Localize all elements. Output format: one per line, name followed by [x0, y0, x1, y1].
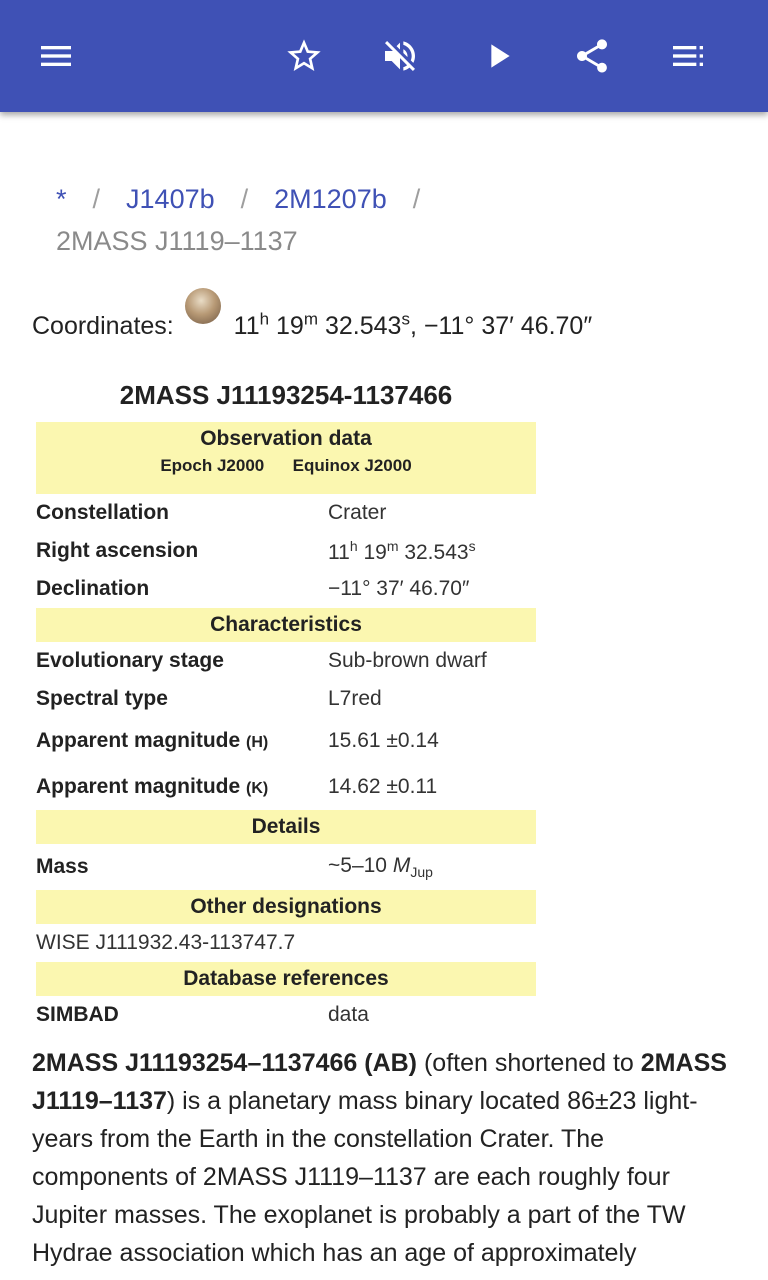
designation: WISE J111932.43-113747.7: [36, 931, 296, 954]
share-icon: [572, 36, 612, 76]
breadcrumb-item-j1407b[interactable]: J1407b: [126, 184, 215, 214]
constellation-value[interactable]: Crater: [328, 501, 387, 524]
evolutionary-stage-value[interactable]: Sub-brown dwarf: [328, 649, 487, 672]
coord-ra-h: 11: [233, 312, 260, 340]
magnitude-k-value: 14.62 ±0.11: [328, 775, 438, 798]
designations-header: Other designations: [36, 890, 536, 924]
menu-icon: [36, 36, 76, 76]
magnitude-h-value: 15.61 ±0.14: [328, 729, 439, 752]
simbad-label[interactable]: SIMBAD: [36, 1003, 119, 1026]
article-text-2: ) is a planetary mass binary located 86±23 light-years from the Earth in the constellation Crater. The components of 2MASS J1119–1137 are each roughly four Jupiter masses. The exoplanet is probably a part of the TW Hydrae association which has an age of approximately: [32, 1087, 698, 1267]
coord-dec: , −11° 37′ 46.70″: [409, 312, 593, 340]
ra-minutes: 19: [357, 540, 387, 564]
mass-unit-sub: Jup: [410, 864, 433, 881]
spectral-type-label[interactable]: Spectral type: [36, 687, 168, 710]
play-button[interactable]: [470, 28, 526, 84]
ra-minutes-unit: m: [386, 537, 399, 554]
ra-seconds: 32.543: [398, 540, 469, 564]
play-icon: [478, 36, 518, 76]
dec-value: −11° 37′ 46.70″: [328, 577, 470, 600]
volume-off-icon: [380, 36, 420, 76]
characteristics-header: Characteristics: [36, 608, 536, 642]
mute-button[interactable]: [372, 28, 428, 84]
breadcrumb-separator: /: [412, 184, 421, 214]
jupiter-mass-unit[interactable]: [392, 853, 433, 881]
magnitude-k-label-cell: [36, 764, 328, 810]
article-short-name: 2MASS J1119–1137: [32, 1049, 727, 1115]
planet-icon[interactable]: [185, 288, 221, 324]
article-text-1: (often shortened to: [417, 1049, 641, 1077]
breadcrumb-separator: /: [240, 184, 249, 214]
mass-value: ~5–10: [328, 853, 393, 877]
coord-ra-m-unit: m: [303, 309, 319, 329]
dec-label[interactable]: Declination: [36, 577, 150, 600]
coord-ra-s: 32.543: [318, 312, 402, 340]
simbad-link[interactable]: data: [328, 1003, 369, 1026]
coordinates: [32, 300, 592, 341]
article-subject-name: 2MASS J11193254–1137466 (AB): [32, 1049, 418, 1077]
epoch[interactable]: Epoch J2000: [160, 456, 265, 475]
app-toolbar: [0, 0, 768, 112]
epoch-equinox: [36, 456, 536, 494]
mass-unit: M: [392, 853, 411, 877]
magnitude-h-label-cell: [36, 718, 328, 764]
ra-hours: 11: [328, 540, 350, 564]
magnitude-h-label[interactable]: Apparent magnitude: [36, 729, 241, 752]
infobox: [36, 422, 536, 1034]
star-icon: [284, 36, 324, 76]
spectral-type-value: L7red: [328, 687, 382, 710]
playlist-icon: [668, 36, 708, 76]
bookmark-button[interactable]: [276, 28, 332, 84]
evolutionary-stage-label[interactable]: Evolutionary stage: [36, 649, 224, 672]
ra-hours-unit: h: [349, 537, 358, 554]
breadcrumb-item-home[interactable]: *: [56, 184, 67, 214]
magnitude-k-label[interactable]: Apparent magnitude: [36, 775, 241, 798]
menu-button[interactable]: [28, 28, 84, 84]
magnitude-k-band[interactable]: (K): [246, 780, 269, 797]
contents-button[interactable]: [660, 28, 716, 84]
infobox-title: 2MASS J11193254-1137466: [119, 380, 453, 410]
database-references-header: Database references: [36, 962, 536, 996]
coord-ra-h-unit: h: [259, 309, 270, 329]
ra-seconds-unit: s: [468, 537, 476, 554]
constellation-label: Constellation: [36, 501, 170, 524]
article-body: [32, 1044, 732, 1272]
ra-value: [328, 532, 536, 570]
share-button[interactable]: [564, 28, 620, 84]
ra-label[interactable]: Right ascension: [36, 539, 199, 562]
breadcrumb-separator: /: [92, 184, 101, 214]
observation-header: Observation data: [36, 422, 536, 456]
breadcrumb-item-2m1207b[interactable]: 2M1207b: [274, 184, 387, 214]
mass-label[interactable]: Mass: [36, 855, 89, 878]
mass-value-cell: [328, 844, 536, 890]
coord-ra-s-unit: s: [401, 309, 410, 329]
equinox[interactable]: Equinox J2000: [292, 456, 412, 475]
breadcrumb: [56, 178, 736, 262]
magnitude-h-band[interactable]: (H): [246, 734, 269, 751]
coordinates-label: Coordinates:: [32, 312, 174, 340]
breadcrumb-current: 2MASS J1119–1137: [56, 226, 298, 256]
details-header: Details: [36, 810, 536, 844]
coord-ra-m: 19: [269, 312, 304, 340]
